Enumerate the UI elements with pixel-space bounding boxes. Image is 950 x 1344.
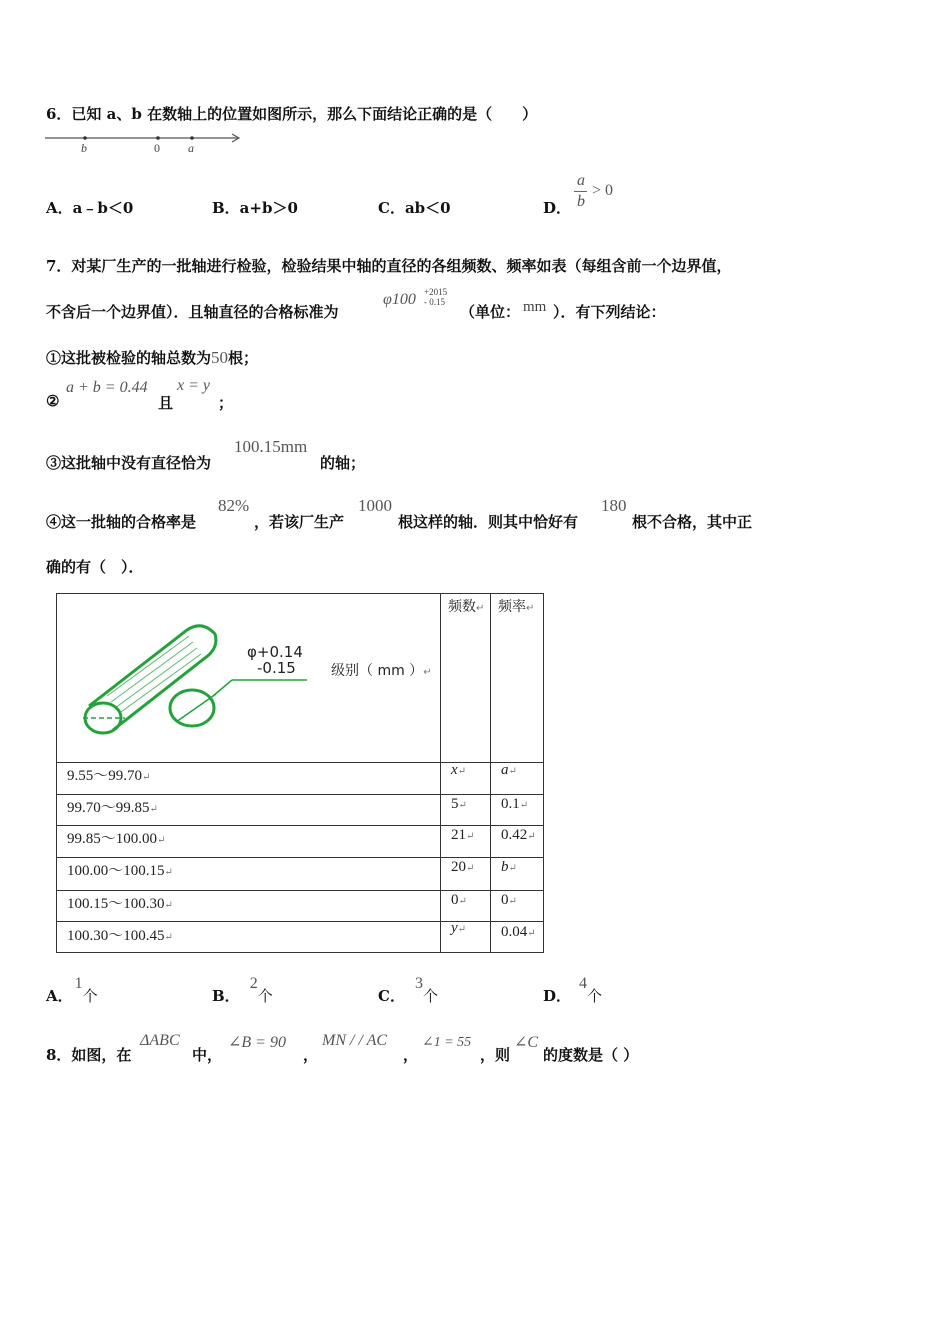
tolerance-label: φ+0.14 -0.15 [247,643,303,677]
table-hline-6 [57,921,543,922]
row-6-rate: 0.04↵ [501,924,536,940]
q7-option-b[interactable]: B．2个 [212,975,273,1005]
standard-tolerance [424,287,447,307]
frequency-table [56,593,544,953]
q7-stem-line1: 7．对某厂生产的一批轴进行检验，检验结果中轴的直径的各组频数、频率如表（每组含前一个边界值， [46,257,732,275]
tolerance-upper: +2015 [424,287,448,297]
q7-option-a[interactable]: A．1个 [46,975,98,1005]
row-1-range: 9.55～99.70↵ [67,768,151,784]
table-hline-5 [57,890,543,891]
fraction-bar [574,191,587,192]
row-4-rate: b↵ [501,859,517,875]
row-5-count: 0↵ [451,892,467,908]
group-label: 级别（ mm ）↵ [331,663,432,679]
q7-option-d[interactable]: D．4个 [543,975,603,1005]
row-1-count: x↵ [451,762,467,778]
pipe-body [89,626,216,730]
q7-statement-4-n: 1000 [358,496,392,515]
q6-option-d-relation: > 0 [592,182,614,199]
q6-option-a[interactable]: A．a﹣b＜0 [46,199,134,217]
q6-stem: 6．已知 a、b 在数轴上的位置如图所示，那么下面结论正确的是（ ） [46,105,538,123]
table-vline-1 [440,594,441,952]
q7-standard [383,289,416,309]
table-hline-4 [57,857,543,858]
q7-line2-c: ）．有下列结论： [553,303,666,321]
header-frequency-count: 频数↵ [448,599,485,615]
row-3-count: 21↵ [451,827,475,843]
label-b: b [81,141,87,155]
q7-statement-3-value: 100.15mm [234,437,308,456]
q8-b: 中， [192,1046,223,1064]
fraction-numerator: a [577,172,585,189]
q7-statement-4-a: ④这一批轴的合格率是 [46,513,197,531]
q7-statement-1: ①这批被检验的轴总数为50根； [46,348,259,367]
q7-statement-4-rate: 82% [218,496,250,515]
row-3-rate: 0.42↵ [501,827,536,843]
row-5-rate: 0↵ [501,892,517,908]
q7-statement-4-b: ，若该厂生产 [254,513,345,531]
q7-statement-3-b: 的轴； [320,454,366,472]
table-hline-2 [57,794,543,795]
q6-option-d[interactable]: D． [543,199,572,217]
point-zero [156,136,160,140]
q7-line2-a: 不含后一个边界值）．且轴直径的合格标准为 [46,303,339,321]
row-6-count: y↵ [451,920,467,936]
q6-option-b[interactable]: B．a+b＞0 [212,199,298,217]
q8-e: ，则 [480,1046,511,1064]
q7-line2-b: （单位： [460,303,521,321]
label-zero: 0 [154,141,160,155]
q7-stem-line2 [46,301,339,322]
q7-statement-4-c: 根这样的轴．则其中恰好有 [398,513,579,531]
q8-angle-b: ∠B = 90 [228,1034,286,1051]
q7-statement-4-m: 180 [601,496,627,515]
q7-statement-4-d: 根不合格，其中正 [632,513,753,531]
s1-number: 50 [211,348,229,367]
q7-statement-4-e: 确的有（ ）． [46,558,144,576]
q7-statement-2-label: ② [46,392,60,410]
standard-phi: φ100 [383,291,416,308]
q8-d: ， [403,1046,419,1064]
shaft-illustration [77,618,307,738]
q8-triangle: ΔABC [140,1032,180,1049]
label-a: a [188,141,194,155]
row-2-count: 5↵ [451,796,467,812]
q8-angle-1: ∠1 = 55 [422,1035,472,1050]
table-hline-1 [57,762,543,763]
tolerance-lower: - 0.15 [424,297,445,307]
point-b [83,136,87,140]
q7-statement-2-and: 且 [158,394,174,412]
section-circle [170,690,214,726]
q6-option-c[interactable]: C．ab＜0 [378,199,451,217]
row-4-count: 20↵ [451,859,475,875]
q8-a: 8．如图，在 [46,1046,132,1064]
row-1-rate: a↵ [501,762,517,778]
q6-option-d-fraction [574,172,588,211]
q7-statement-2-expr: a + b = 0.44 [66,379,148,396]
table-vline-2 [490,594,491,952]
q7-unit: mm [523,299,547,315]
fraction-denominator: b [577,193,585,210]
point-a [190,136,194,140]
q7-statement-2-expr2: x = y [177,377,210,394]
q7-statement-2-end: ； [218,394,234,412]
row-2-range: 99.70～99.85↵ [67,800,158,816]
row-6-range: 100.30～100.45↵ [67,928,173,944]
q8-c: ， [303,1046,319,1064]
q8-angle-c: ∠C [514,1034,539,1051]
q7-option-c[interactable]: C．3个 [378,975,438,1005]
q7-statement-3-a: ③这批轴中没有直径恰为 [46,454,212,472]
q8-parallel: MN / / AC [322,1032,388,1049]
leader-line-1 [213,680,232,696]
row-2-rate: 0.1↵ [501,796,529,812]
row-5-range: 100.15～100.30↵ [67,896,173,912]
q8-f: 的度数是（ ） [543,1046,639,1064]
row-4-range: 100.00～100.15↵ [67,863,173,879]
header-frequency-rate: 频率↵ [498,599,535,615]
q6-number-line [44,130,244,156]
table-hline-3 [57,825,543,826]
row-3-range: 99.85～100.00↵ [67,831,166,847]
